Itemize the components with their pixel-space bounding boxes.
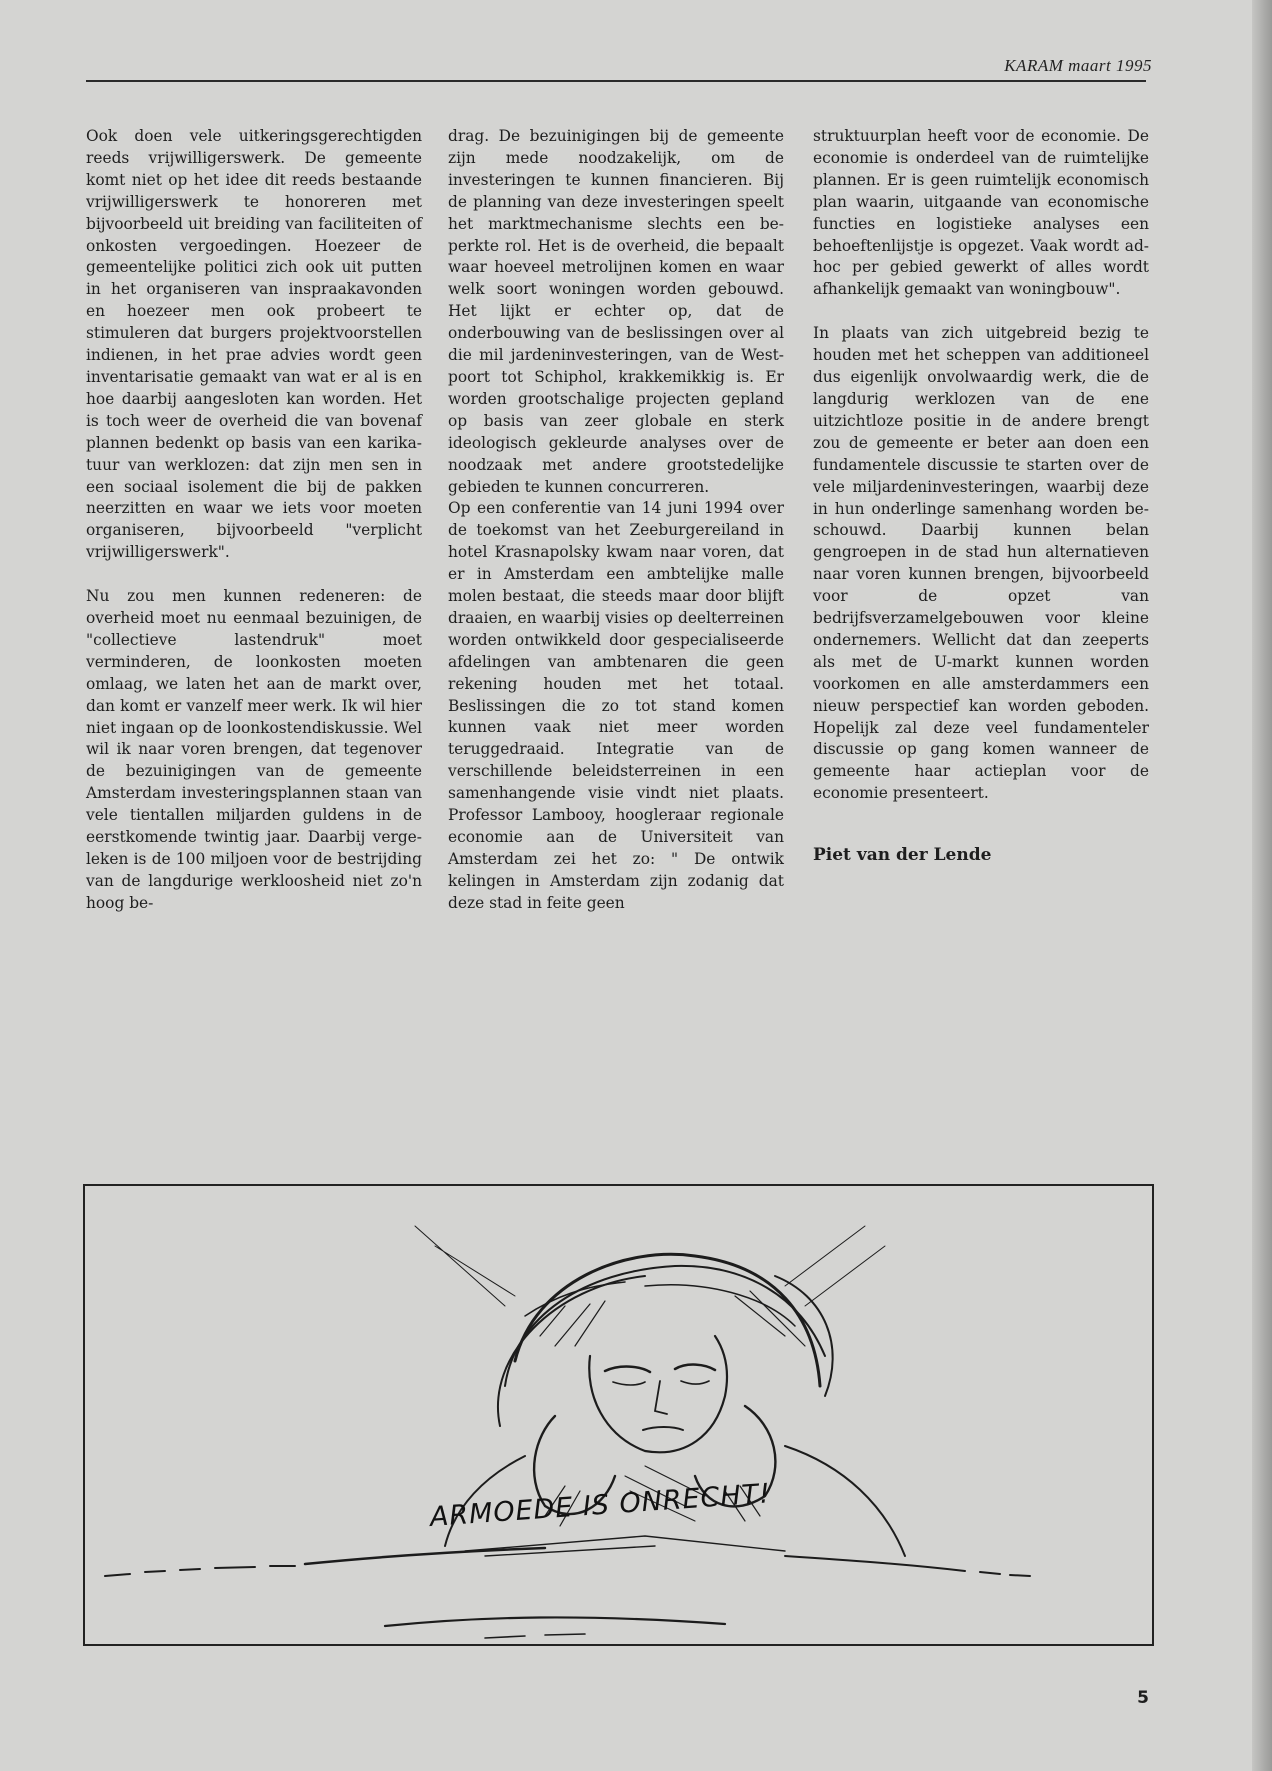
paragraph: Ook doen vele uitkeringsgerechtigden reeds vrijwilligerswerk. De gemeente komt niet op het idee dit reeds bestaande vrijwilligerswerk te honoreren met bijvoorbeeld uit breiding van faciliteiten of onkosten vergoedingen. Hoezeer de gemeentelijke politici zich ook uit putten in het organiseren van inspraakavonden en hoezeer men ook probeert te stimuleren dat burgers projektvoorstellen indienen, in het prae advies wordt geen inventarisatie gemaakt van wat er al is en hoe daarbij aangesloten kan worden. Het is toch weer de overheid die van bovenaf plannen bedenkt op basis van een karikatuur van werklozen: dat zijn men sen in een sociaal isolement die bij de pakken neerzitten en waar we iets voor moeten organiseren, bijvoorbeeld "verplicht vrijwilligerswerk".	[86, 127, 422, 562]
paragraph: In plaats van zich uitgebreid bezig te houden met het scheppen van additioneel dus eigenlijk onvolwaardig werk, die de langdurig werklozen van de ene uitzichtloze positie in de andere brengt zou de gemeente er beter aan doen een fundamentele discussie te starten over de vele miljardeninvesteringen, waarbij deze in hun onderlinge samenhang worden beschouwd. Daarbij kunnen belan gengroepen in de stad hun alternatieven naar voren kunnen brengen, bijvoorbeeld voor de opzet van bedrijfsverzamelgebouwen voor kleine ondernemers. Wellicht dat dan zeeperts als met de U-markt kunnen worden voorkomen en alle amsterdammers een nieuw perspectief kan worden geboden. Hopelijk zal deze veel fundamenteler discussie op gang komen wanneer de gemeente haar actieplan voor de economie presenteert.	[813, 324, 1149, 803]
cartoon-drawing	[85, 1186, 1154, 1646]
paragraph: struktuurplan heeft voor de economie. De economie is onderdeel van de ruimtelijke plannen. Er is geen ruimtelijk economisch plan waarin, uitgaande van economische functies en logistieke analyses een behoeftenlijstje is opgezet. Vaak wordt ad-hoc per gebied gewerkt of alles wordt afhankelijk gemaakt van woningbouw".	[813, 127, 1149, 299]
text-column-1	[86, 126, 422, 915]
author-byline: Piet van der Lende	[813, 845, 992, 866]
paragraph: drag. De bezuinigingen bij de gemeente zijn mede noodzakelijk, om de investeringen te kunnen financieren. Bij de planning van deze investeringen speelt het marktmechanisme slechts een beperkte rol. Het is de overheid, die bepaalt waar hoeveel metrolijnen komen en waar welk soort woningen worden gebouwd. Het lijkt er echter op, dat de onderbouwing van de beslissingen over al die mil jardeninvesteringen, van de Westpoort tot Schiphol, krakkemikkig is. Er worden grootschalige projecten gepland op basis van zeer globale en sterk ideologisch gekleurde analyses over de noodzaak met andere grootstedelijke gebieden te kunnen concurreren.	[448, 127, 784, 496]
text-column-3	[813, 126, 1149, 867]
text-column-2	[448, 126, 784, 915]
page-edge-shadow	[1252, 0, 1272, 1771]
header-rule	[86, 80, 1146, 82]
cartoon-caption: ARMOEDE IS ONRECHT!	[428, 1478, 772, 1533]
paragraph: Op een conferentie van 14 juni 1994 over de toekomst van het Zeeburgereiland in hotel Krasnapolsky kwam naar voren, dat er in Amsterdam een ambtelijke malle molen bestaat, die steeds maar door blijft draaien, en waarbij visies op deelterreinen worden ontwikkeld door gespecialiseerde afdelingen van ambtenaren die geen rekening houden met het totaal. Beslissingen die zo tot stand komen kunnen vaak niet meer worden teruggedraaid. Integratie van de verschillende beleidsterreinen in een samenhangende visie vindt niet plaats. Professor Lambooy, hoogleraar regionale economie aan de Universiteit van Amsterdam zei het zo: " De ontwik kelingen in Amsterdam zijn zodanig dat deze stad in feite geen	[448, 499, 784, 912]
running-head: KARAM maart 1995	[1004, 56, 1152, 75]
paragraph: Nu zou men kunnen redeneren: de overheid moet nu eenmaal bezuinigen, de "collectieve lastendruk" moet verminderen, de loonkosten moeten omlaag, we laten het aan de markt over, dan komt er vanzelf meer werk. Ik wil hier niet ingaan op de loonkostendiskussie. Wel wil ik naar voren brengen, dat tegenover de bezuinigingen van de gemeente Amsterdam investeringsplannen staan van vele tientallen miljarden guldens in de eerstkomende twintig jaar. Daarbij vergeleken is de 100 miljoen voor de bestrijding van de langdurige werkloosheid niet zo'n hoog be-	[86, 587, 422, 912]
cartoon-illustration	[83, 1184, 1154, 1646]
page-number: 5	[1137, 1688, 1149, 1708]
